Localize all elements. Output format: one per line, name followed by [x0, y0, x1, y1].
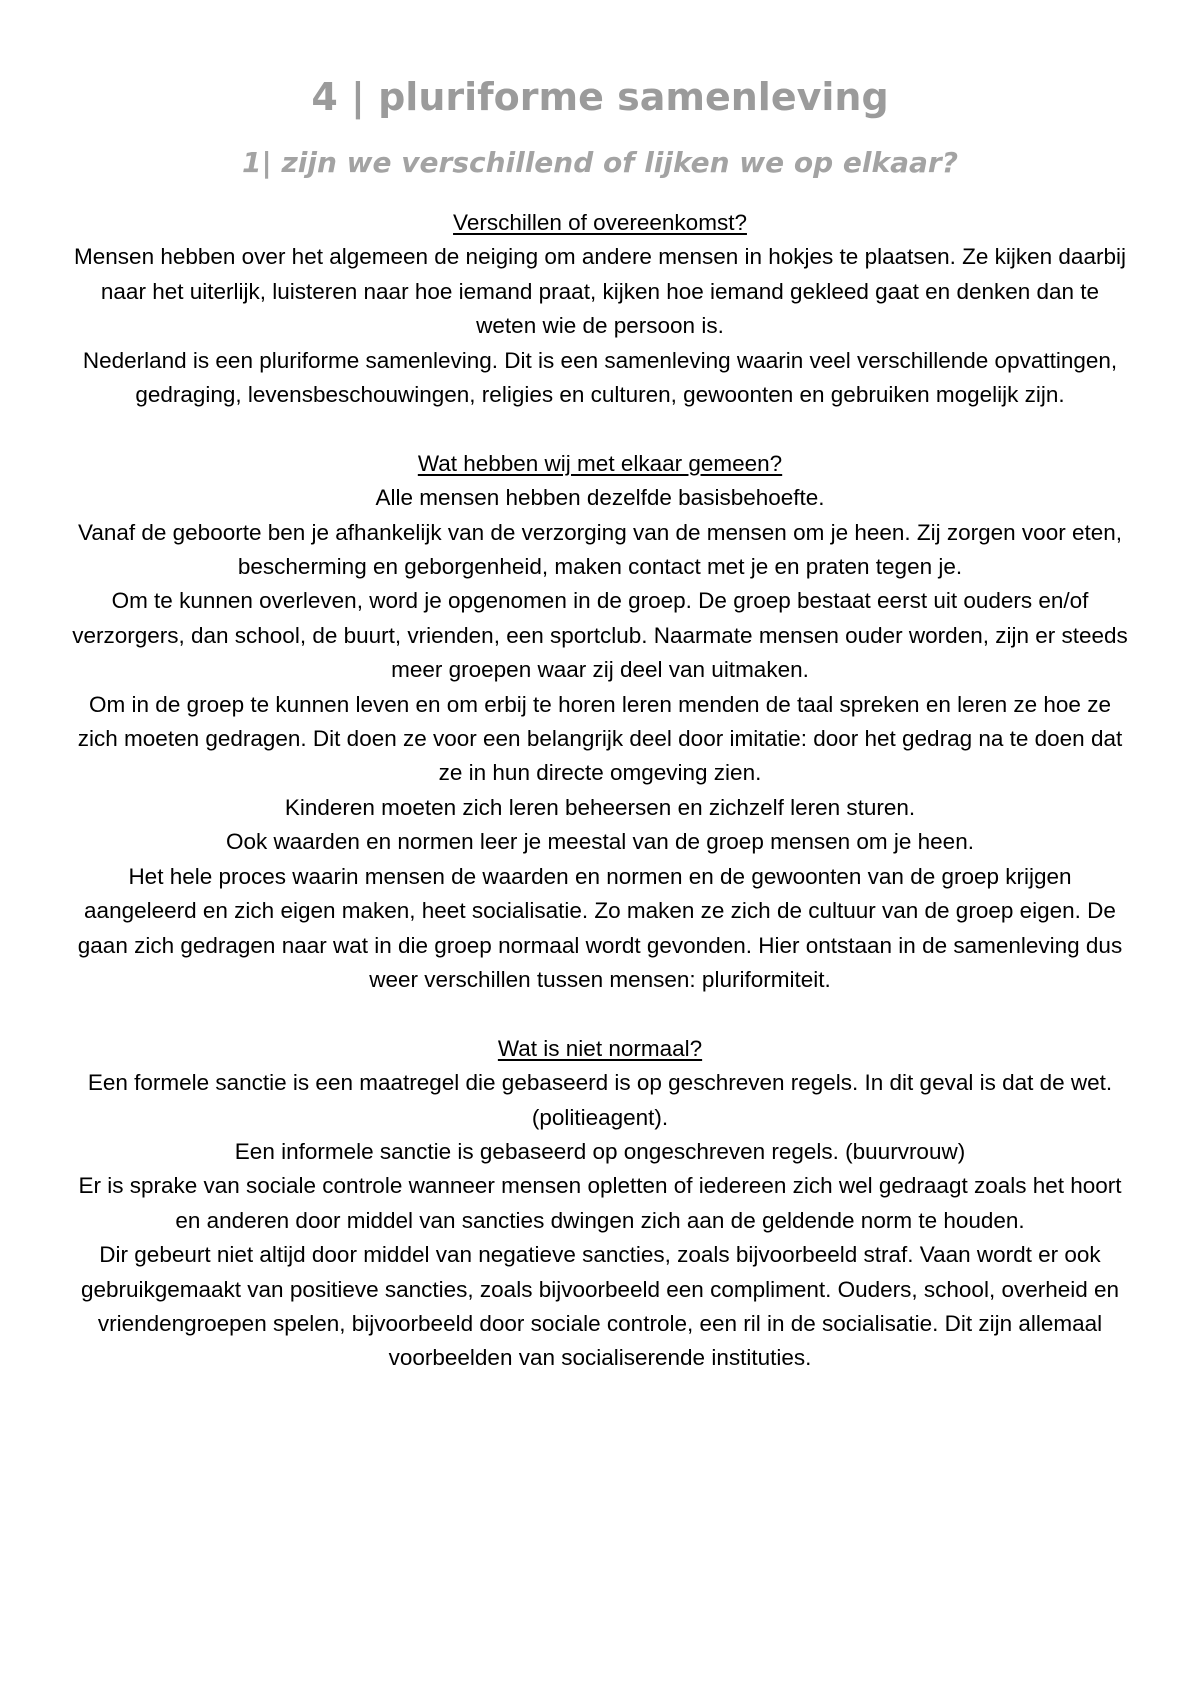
paragraph: Een formele sanctie is een maatregel die gebaseerd is op geschreven regels. In dit geval is dat de wet. (politieagent).: [87, 1070, 1113, 1130]
paragraph: Ook waarden en normen leer je meestal van de groep mensen om je heen.: [226, 829, 974, 855]
section-verschillen: [70, 206, 1130, 412]
section-heading: Wat hebben wij met elkaar gemeen?: [417, 450, 783, 476]
paragraph: Dir gebeurt niet altijd door middel van negatieve sancties, zoals bijvoorbeeld straf. Vaan wordt er ook gebruikgemaakt van positieve sancties, zoals bijvoorbeeld een compliment. Ouders, school, overheid en vriendengroepen spelen, bijvoorbeeld door sociale controle, een ril in de socialisatie. Dit zijn allemaal voorbeelden van socialiserende instituties.: [80, 1242, 1120, 1371]
paragraph: Om in de groep te kunnen leven en om erbij te horen leren menden de taal spreken en leren ze hoe ze zich moeten gedragen. Dit doen ze voor een belangrijk deel door imitatie: door het gedrag na te doen dat ze in hun directe omgeving zien.: [77, 691, 1123, 786]
section-gemeen: [70, 447, 1130, 998]
paragraph: Kinderen moeten zich leren beheersen en zichzelf leren sturen.: [284, 794, 916, 820]
page-title: 4 | pluriforme samenleving: [311, 75, 889, 119]
paragraph: Nederland is een pluriforme samenleving. Dit is een samenleving waarin veel verschillende opvattingen, gedraging, levensbeschouwingen, religies en culturen, gewoonten en gebruiken mogelijk zijn.: [82, 347, 1118, 408]
paragraph: Vanaf de geboorte ben je afhankelijk van de verzorging van de mensen om je heen. Zij zorgen voor eten, bescherming en geborgenheid, maken contact met je en praten tegen je.: [78, 519, 1122, 580]
paragraph: Het hele proces waarin mensen de waarden en normen en de gewoonten van de groep krijgen aangeleerd en zich eigen maken, heet socialisatie. Zo maken ze zich de cultuur van de groep eigen. De gaan zich gedragen naar wat in die groep normaal wordt gevonden. Hier ontstaan in de samenleving dus weer verschillen tussen mensen: pluriformiteit.: [77, 863, 1123, 992]
document-body: [70, 206, 1130, 1376]
paragraph: Een informele sanctie is gebaseerd op ongeschreven regels. (buurvrouw): [234, 1138, 966, 1164]
document-page: [70, 0, 1130, 1410]
page-subtitle: 1| zijn we verschillend of lijken we op elkaar?: [242, 146, 958, 179]
paragraph: Mensen hebben over het algemeen de neiging om andere mensen in hokjes te plaatsen. Ze kijken daarbij naar het uiterlijk, luisteren naar hoe iemand praat, kijken hoe iemand gekleed gaat en denken dan te weten wie de persoon is.: [74, 244, 1126, 339]
paragraph: Om te kunnen overleven, word je opgenomen in de groep. De groep bestaat eerst uit ouders en/of verzorgers, dan school, de buurt, vrienden, een sportclub. Naarmate mensen ouder worden, zijn er steeds meer groepen waar zij deel van uitmaken.: [72, 588, 1128, 683]
paragraph: Er is sprake van sociale controle wanneer mensen opletten of iedereen zich wel gedraagt zoals het hoort en anderen door middel van sancties dwingen zich aan de geldende norm te houden.: [78, 1173, 1122, 1233]
section-heading: Verschillen of overeenkomst?: [453, 210, 747, 235]
paragraph: Alle mensen hebben dezelfde basisbehoefte.: [375, 485, 825, 511]
section-heading: Wat is niet normaal?: [497, 1035, 703, 1061]
section-niet-normaal: [70, 1032, 1130, 1376]
